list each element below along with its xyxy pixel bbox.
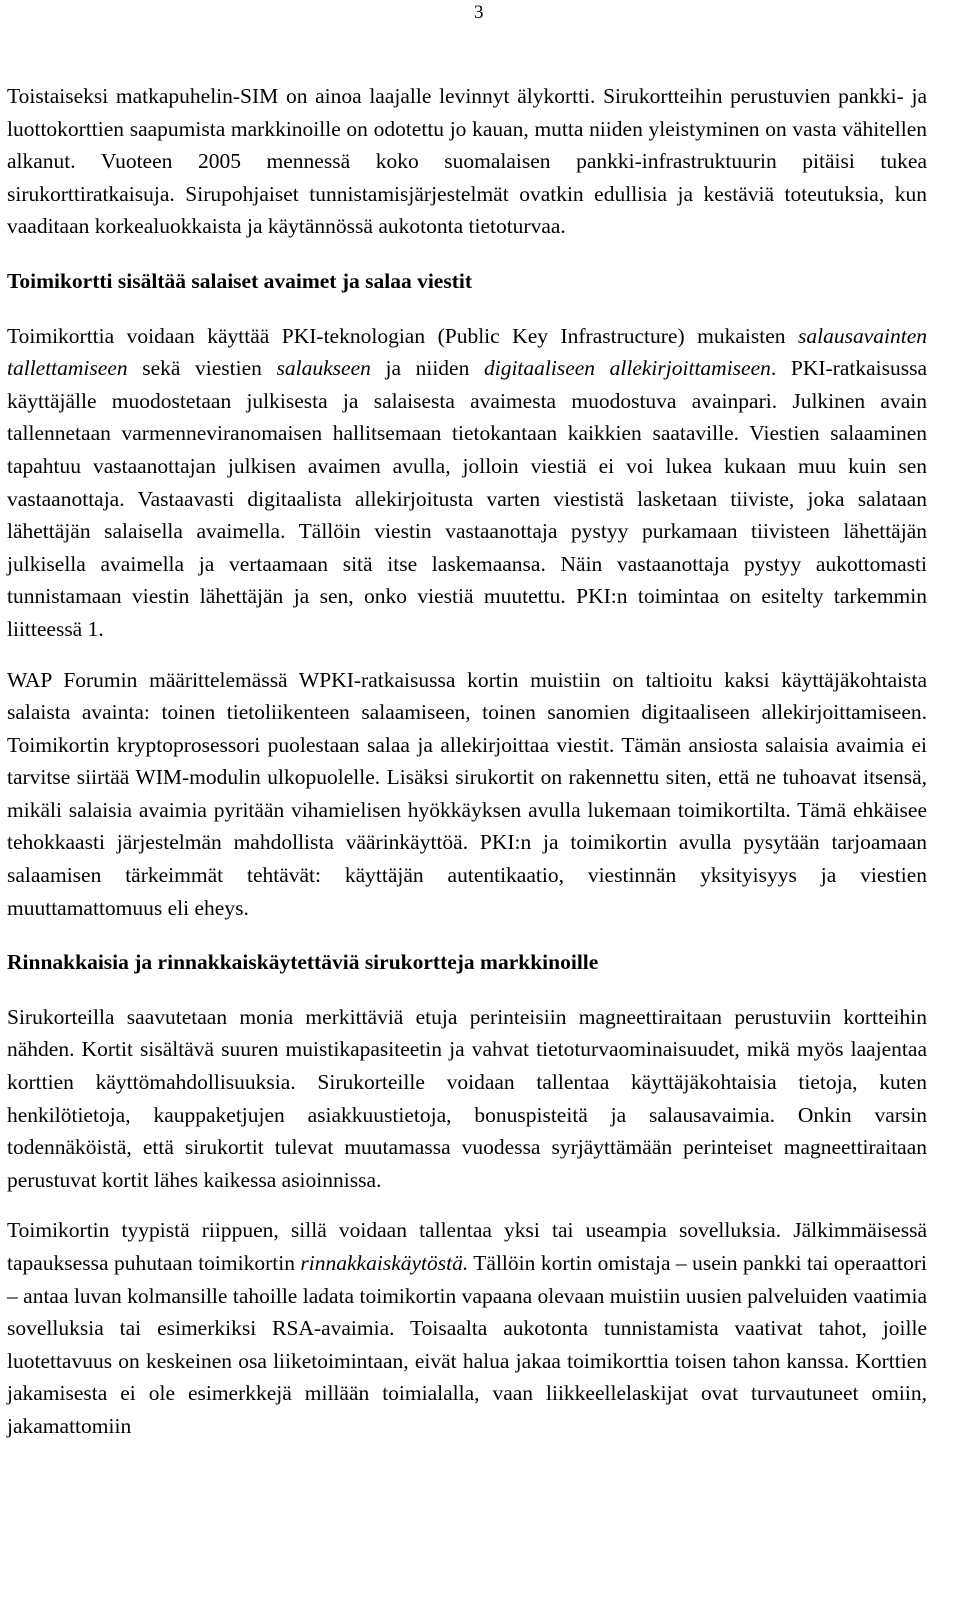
emphasis-text: digitaaliseen allekirjoittamiseen (483, 356, 771, 381)
paragraph-wpki: WAP Forumin määrittelemässä WPKI-ratkaisussa kortin muistiin on taltioitu kaksi käyttäjäkohtaista salaista avainta: toinen tietoliikenteen salaamiseen, toinen sanomien digitaaliseen allekirjoittamiseen. Toimikortin kryptoprosessori puolestaan salaa ja allekirjoittaa viestit. Tämän ansiosta salaisia avaimia ei tarvitse siirtää WIM-modulin ulkopuolelle. Lisäksi sirukortit on rakennettu siten, että ne tuhoavat itsensä, mikäli salaisia avaimia pyritään vihamielisen hyökkäyksen avulla lukemaan toimikortilta. Tämä ehkäisee tehokkaasti järjestelmän mahdollista väärinkäyttöä. PKI:n ja toimikortin avulla pysytään tarjoamaan salaamisen tärkeimmät tehtävät: käyttäjän autentikaatio, viestinnän yksityisyys ja viestien muuttamattomuus eli eheys. (7, 667, 927, 920)
text-segment: ja niiden (370, 356, 484, 381)
text-segment: Toimikorttia voidaan käyttää PKI-teknologian (Public Key Infrastructure) mukaisten (7, 323, 798, 348)
text-segment: . PKI-ratkaisussa käyttäjälle muodostetaan julkisesta ja salaisesta avaimesta muodostuva avainpari. Julkinen avain tallennetaan varmenneviranomaisen hallitsemaan tietokantaan kaikkien saataville. Viestien salaaminen tapahtuu vastaanottajan julkisen avaimen avulla, jolloin viestiä ei voi lukea kukaan muu kuin sen vastaanottaja. Vastaavasti digitaalista allekirjoitusta varten viestistä lasketaan tiiviste, joka salataan lähettäjän salaisella avaimella. Tällöin viestin vastaanottaja pystyy purkamaan tiivisteen lähettäjän julkisella avaimella ja vertaamaan sitä itse laskemaansa. Näin vastaanottaja pystyy aukottomasti tunnistamaan viestin lähettäjän ja sen, onko viestiä muutettu. PKI:n toimintaa on esitelty tarkemmin liitteessä 1. (7, 356, 927, 641)
emphasis-text: rinnakkaiskäytöstä. (300, 1251, 469, 1275)
page-number: 3 (474, 2, 484, 23)
emphasis-text: salaukseen (276, 356, 371, 381)
heading-toimikortti: Toimikortti sisältää salaiset avaimet ja salaa viestit (7, 268, 473, 293)
paragraph-smartcard-intro: Toistaiseksi matkapuhelin-SIM on ainoa laajalle levinnyt älykortti. Sirukortteihin perustuvien pankki- ja luottokorttien saapumista markkinoille on odotettu jo kauan, mutta niiden yleistyminen on vasta vähitellen alkanut. Vuoteen 2005 mennessä koko suomalaisen pankki-infrastruktuurin pitäisi tukea sirukorttiratkaisuja. Sirupohjaiset tunnistamisjärjestelmät ovatkin edullisia ja kestäviä toteutuksia, kun vaaditaan korkealuokkaista ja käytännössä aukotonta tietoturvaa. (7, 84, 927, 239)
document-body (7, 80, 927, 1443)
emphasis-text: salausavainten tallettamiseen (7, 323, 927, 381)
text-segment: Toimikortin tyypistä riippuen, sillä voidaan tallentaa yksi tai useampia sovelluksia. Jälkimmäisessä tapauksessa puhutaan toimikortin (7, 1218, 927, 1275)
paragraph-sirukortit-edut: Sirukorteilla saavutetaan monia merkittäviä etuja perinteisiin magneettiraitaan perustuviin kortteihin nähden. Kortit sisältävä suuren muistikapasiteetin ja vahvat tietoturvaominaisuudet, mikä myös laajentaa korttien käyttömahdollisuuksia. Sirukorteille voidaan tallentaa käyttäjäkohtaisia tietoja, kuten henkilötietoja, kauppaketjujen asiakkuustietoja, bonuspisteitä ja salausavaimia. Onkin varsin todennäköistä, että sirukortit tulevat muutamassa vuodessa syrjäyttämään perinteiset magneettiraitaan perustuvat kortit lähes kaikessa asioinnissa. (7, 1004, 927, 1192)
heading-rinnakkaisia: Rinnakkaisia ja rinnakkaiskäytettäviä sirukortteja markkinoille (7, 950, 599, 975)
text-segment: Tällöin kortin omistaja – usein pankki tai operaattori – antaa luvan kolmansille tahoille ladata toimikortin vapaana olevaan muistiin uusien palveluiden vaatimia sovelluksia tai esimerkiksi RSA-avaimia. Toisaalta aukotonta tunnistamista vaativat tahot, joille luotettavuus on keskeinen osa liiketoimintaan, eivät halua jakaa toimikorttia toisen tahon kanssa. Korttien jakamisesta ei ole esimerkkejä millään toimialalla, vaan liikkeellelaskijat ovat turvautuneet omiin, jakamattomiin (7, 1251, 927, 1438)
paragraph-pki (7, 320, 927, 646)
paragraph-rinnakkaiskaytto (7, 1214, 927, 1442)
text-segment: sekä viestien (127, 356, 277, 381)
